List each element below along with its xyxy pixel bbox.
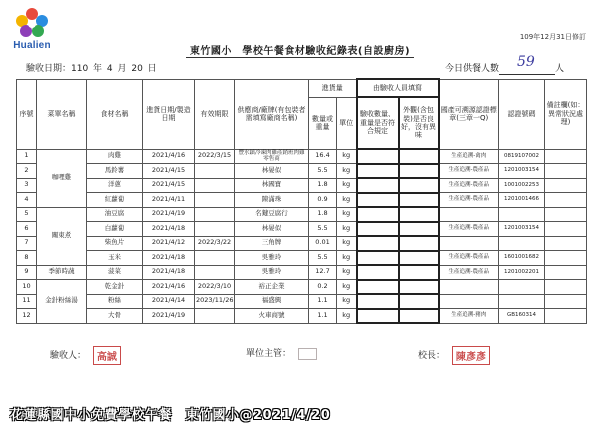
cell-unit: kg [337, 251, 357, 266]
cell-remarks [545, 236, 587, 251]
cell-check-quality [399, 280, 439, 295]
cell-serial: 12 [17, 309, 37, 324]
cell-remarks [545, 164, 587, 179]
cell-origin: 生產追溯-豬肉 [439, 309, 499, 324]
cell-supplier: 吳雅玲 [235, 265, 309, 280]
table-row [17, 178, 587, 193]
cell-weight: 0.01 [309, 236, 337, 251]
cell-check-amount [357, 193, 399, 208]
cell-expiry [195, 251, 235, 266]
cell-ingredient: 馬鈴薯 [87, 164, 143, 179]
cell-weight: 1.1 [309, 309, 337, 324]
cell-expiry: 2023/11/26 [195, 294, 235, 309]
header-origin: 國產可溯源認證標章(三章一Q) [439, 79, 499, 149]
cell-remarks [545, 251, 587, 266]
table-row [17, 309, 587, 324]
cell-ingredient: 大骨 [87, 309, 143, 324]
table-row [17, 149, 587, 164]
cell-unit: kg [337, 207, 357, 222]
cell-purchase-date: 2021/4/12 [143, 236, 195, 251]
cell-cert-no: GB160314 [499, 309, 545, 324]
cell-origin [439, 294, 499, 309]
cell-unit: kg [337, 164, 357, 179]
cell-supplier: 林晏似 [235, 222, 309, 237]
cell-origin [439, 280, 499, 295]
inspector-stamp: 高誠 [93, 346, 121, 365]
table-row [17, 222, 587, 237]
cell-check-amount [357, 236, 399, 251]
table-row [17, 236, 587, 251]
cell-check-amount [357, 265, 399, 280]
header-ingredient: 食材名稱 [87, 79, 143, 149]
cell-unit: kg [337, 178, 357, 193]
header-unit: 單位 [337, 97, 357, 149]
cell-origin [439, 236, 499, 251]
cell-unit: kg [337, 222, 357, 237]
cell-unit: kg [337, 193, 357, 208]
cell-check-amount [357, 149, 399, 164]
cell-check-quality [399, 222, 439, 237]
table-row [17, 164, 587, 179]
cell-ingredient: 白蘿蔔 [87, 222, 143, 237]
cell-ingredient: 菠菜 [87, 265, 143, 280]
table-body [17, 149, 587, 323]
cell-serial: 9 [17, 265, 37, 280]
cell-serial: 1 [17, 149, 37, 164]
header-expiry: 有效期限 [195, 79, 235, 149]
cell-expiry [195, 178, 235, 193]
cell-expiry [195, 207, 235, 222]
cell-weight: 1.8 [309, 178, 337, 193]
cell-check-amount [357, 164, 399, 179]
cell-check-amount [357, 178, 399, 193]
cell-check-quality [399, 236, 439, 251]
cell-check-amount [357, 222, 399, 237]
table-row [17, 193, 587, 208]
cell-origin [439, 207, 499, 222]
header-dish: 菜單名稱 [37, 79, 87, 149]
cell-cert-no: 1601001682 [499, 251, 545, 266]
cell-remarks [545, 294, 587, 309]
cell-check-quality [399, 294, 439, 309]
cell-supplier: 林國寶 [235, 178, 309, 193]
meal-count: 今日供餐人數 59 人 [444, 54, 564, 74]
cell-supplier: 名鍵豆腐行 [235, 207, 309, 222]
cell-check-amount [357, 294, 399, 309]
meal-count-value: 59 [516, 54, 535, 70]
cell-cert-no [499, 236, 545, 251]
cell-purchase-date: 2021/4/16 [143, 280, 195, 295]
director-signature: 單位主管： [246, 346, 317, 360]
table-row [17, 251, 587, 266]
cell-remarks [545, 178, 587, 193]
cell-unit: kg [337, 265, 357, 280]
cell-weight: 0.9 [309, 193, 337, 208]
inspector-signature: 驗收人： 高誠 [50, 346, 121, 365]
cell-unit: kg [337, 236, 357, 251]
cell-remarks [545, 280, 587, 295]
header-serial: 序號 [17, 79, 37, 149]
table-row [17, 265, 587, 280]
cell-weight: 5.5 [309, 164, 337, 179]
cell-purchase-date: 2021/4/15 [143, 164, 195, 179]
cell-supplier: 吳雅玲 [235, 251, 309, 266]
cell-supplier: 陳滿珠 [235, 193, 309, 208]
cell-purchase-date: 2021/4/11 [143, 193, 195, 208]
cell-check-amount [357, 251, 399, 266]
flower-logo-icon [8, 4, 56, 40]
footer-caption: 花蓮縣國中小免費學校午餐 東竹國小@2021/4/20 [10, 408, 331, 423]
header-purchase-date: 進貨日期/製造日期 [143, 79, 195, 149]
cell-serial: 2 [17, 164, 37, 179]
cell-remarks [545, 309, 587, 324]
cell-check-amount [357, 280, 399, 295]
cell-check-quality [399, 164, 439, 179]
cell-cert-no [499, 294, 545, 309]
cell-weight: 16.4 [309, 149, 337, 164]
cell-ingredient: 油豆腐 [87, 207, 143, 222]
cell-supplier: 裕正企業 [235, 280, 309, 295]
cell-check-quality [399, 309, 439, 324]
cell-serial: 5 [17, 207, 37, 222]
cell-weight: 5.5 [309, 222, 337, 237]
cell-weight: 12.7 [309, 265, 337, 280]
cell-serial: 3 [17, 178, 37, 193]
cell-weight: 1.1 [309, 294, 337, 309]
cell-origin: 生產追溯-農產品 [439, 222, 499, 237]
cell-expiry: 2022/3/22 [195, 236, 235, 251]
cell-weight: 0.2 [309, 280, 337, 295]
cell-purchase-date: 2021/4/18 [143, 251, 195, 266]
cell-expiry: 2022/3/15 [195, 149, 235, 164]
cell-check-quality [399, 251, 439, 266]
cell-expiry [195, 265, 235, 280]
cell-supplier: 林晏似 [235, 164, 309, 179]
cell-serial: 8 [17, 251, 37, 266]
principal-signature: 校長： 陳彥彥 [418, 346, 490, 365]
cell-ingredient: 柴魚片 [87, 236, 143, 251]
header-inspector-group: 由驗收人員填寫 [357, 79, 439, 97]
cell-remarks [545, 149, 587, 164]
cell-ingredient: 洋蔥 [87, 178, 143, 193]
cell-check-quality [399, 149, 439, 164]
cell-expiry: 2022/3/10 [195, 280, 235, 295]
cell-remarks [545, 193, 587, 208]
cell-weight: 5.5 [309, 251, 337, 266]
cell-serial: 10 [17, 280, 37, 295]
cell-check-quality [399, 265, 439, 280]
inspection-table [16, 78, 587, 324]
cell-cert-no: 0819107002 [499, 149, 545, 164]
logo-text: Hualien [13, 40, 51, 51]
cell-ingredient: 肉雞 [87, 149, 143, 164]
cell-origin: 生產追溯-農產品 [439, 193, 499, 208]
cell-unit: kg [337, 149, 357, 164]
table-row [17, 294, 587, 309]
header-remarks: 備註欄(如：異常狀況處理) [545, 79, 587, 149]
cell-serial: 11 [17, 294, 37, 309]
cell-origin: 生產追溯-農產品 [439, 164, 499, 179]
cell-cert-no [499, 207, 545, 222]
cell-unit: kg [337, 294, 357, 309]
cell-ingredient: 乾金針 [87, 280, 143, 295]
cell-origin: 生產追溯-禽肉 [439, 149, 499, 164]
header-check-quality: 外觀(含包裝)是否良好，沒有異味 [399, 97, 439, 149]
header-check-amount: 驗收數量、重量是否符合規定 [357, 97, 399, 149]
cell-supplier: 火車商號 [235, 309, 309, 324]
form-title: 東竹國小 學校午餐食材驗收紀錄表(自設廚房) [0, 42, 600, 57]
header-weight: 數量或重量 [309, 97, 337, 149]
cell-check-amount [357, 309, 399, 324]
cell-remarks [545, 265, 587, 280]
cell-dish: 咖哩雞 [37, 149, 87, 207]
cell-origin: 生產追溯-農產品 [439, 265, 499, 280]
cell-expiry [195, 309, 235, 324]
cell-origin: 生產追溯-農產品 [439, 178, 499, 193]
cell-serial: 7 [17, 236, 37, 251]
cell-serial: 6 [17, 222, 37, 237]
cell-check-quality [399, 193, 439, 208]
cell-supplier: 三角牌 [235, 236, 309, 251]
cell-ingredient: 紅蘿蔔 [87, 193, 143, 208]
table-row [17, 207, 587, 222]
table-row [17, 280, 587, 295]
cell-purchase-date: 2021/4/19 [143, 207, 195, 222]
cell-remarks [545, 207, 587, 222]
revised-date: 109年12月31日修訂 [519, 33, 586, 41]
cell-origin: 生產追溯-農產品 [439, 251, 499, 266]
cell-dish: 季節時蔬 [37, 265, 87, 280]
cell-cert-no: 1001002253 [499, 178, 545, 193]
cell-cert-no: 1201001466 [499, 193, 545, 208]
cell-remarks [545, 222, 587, 237]
cell-check-amount [357, 207, 399, 222]
cell-serial: 4 [17, 193, 37, 208]
principal-stamp: 陳彥彥 [452, 346, 490, 365]
cell-purchase-date: 2021/4/14 [143, 294, 195, 309]
cell-purchase-date: 2021/4/18 [143, 265, 195, 280]
cell-dish: 金針粉絲湯 [37, 280, 87, 324]
cell-expiry [195, 164, 235, 179]
header-quantity-group: 進貨量 [309, 79, 357, 97]
cell-supplier: 豐水鎮冷凍肉雞產銷班肉雞零售商 [235, 149, 309, 164]
cell-unit: kg [337, 309, 357, 324]
header-supplier: 供應商/廠牌(有包裝者需填寫廠商名稱) [235, 79, 309, 149]
header-cert-no: 認證號碼 [499, 79, 545, 149]
cell-cert-no: 1201003154 [499, 222, 545, 237]
cell-purchase-date: 2021/4/16 [143, 149, 195, 164]
cell-supplier: 福盛興 [235, 294, 309, 309]
cell-purchase-date: 2021/4/18 [143, 222, 195, 237]
cell-weight: 1.8 [309, 207, 337, 222]
cell-purchase-date: 2021/4/15 [143, 178, 195, 193]
cell-cert-no: 1201002201 [499, 265, 545, 280]
cell-expiry [195, 222, 235, 237]
cell-ingredient: 玉米 [87, 251, 143, 266]
cell-unit: kg [337, 280, 357, 295]
cell-check-quality [399, 207, 439, 222]
receipt-date: 驗收日期：110 年 4 月 20 日 [26, 64, 157, 74]
cell-cert-no: 1201003154 [499, 164, 545, 179]
cell-check-quality [399, 178, 439, 193]
cell-ingredient: 粉絲 [87, 294, 143, 309]
cell-dish: 關東煮 [37, 207, 87, 265]
director-stamp [298, 348, 317, 360]
cell-expiry [195, 193, 235, 208]
cell-purchase-date: 2021/4/19 [143, 309, 195, 324]
cell-cert-no [499, 280, 545, 295]
